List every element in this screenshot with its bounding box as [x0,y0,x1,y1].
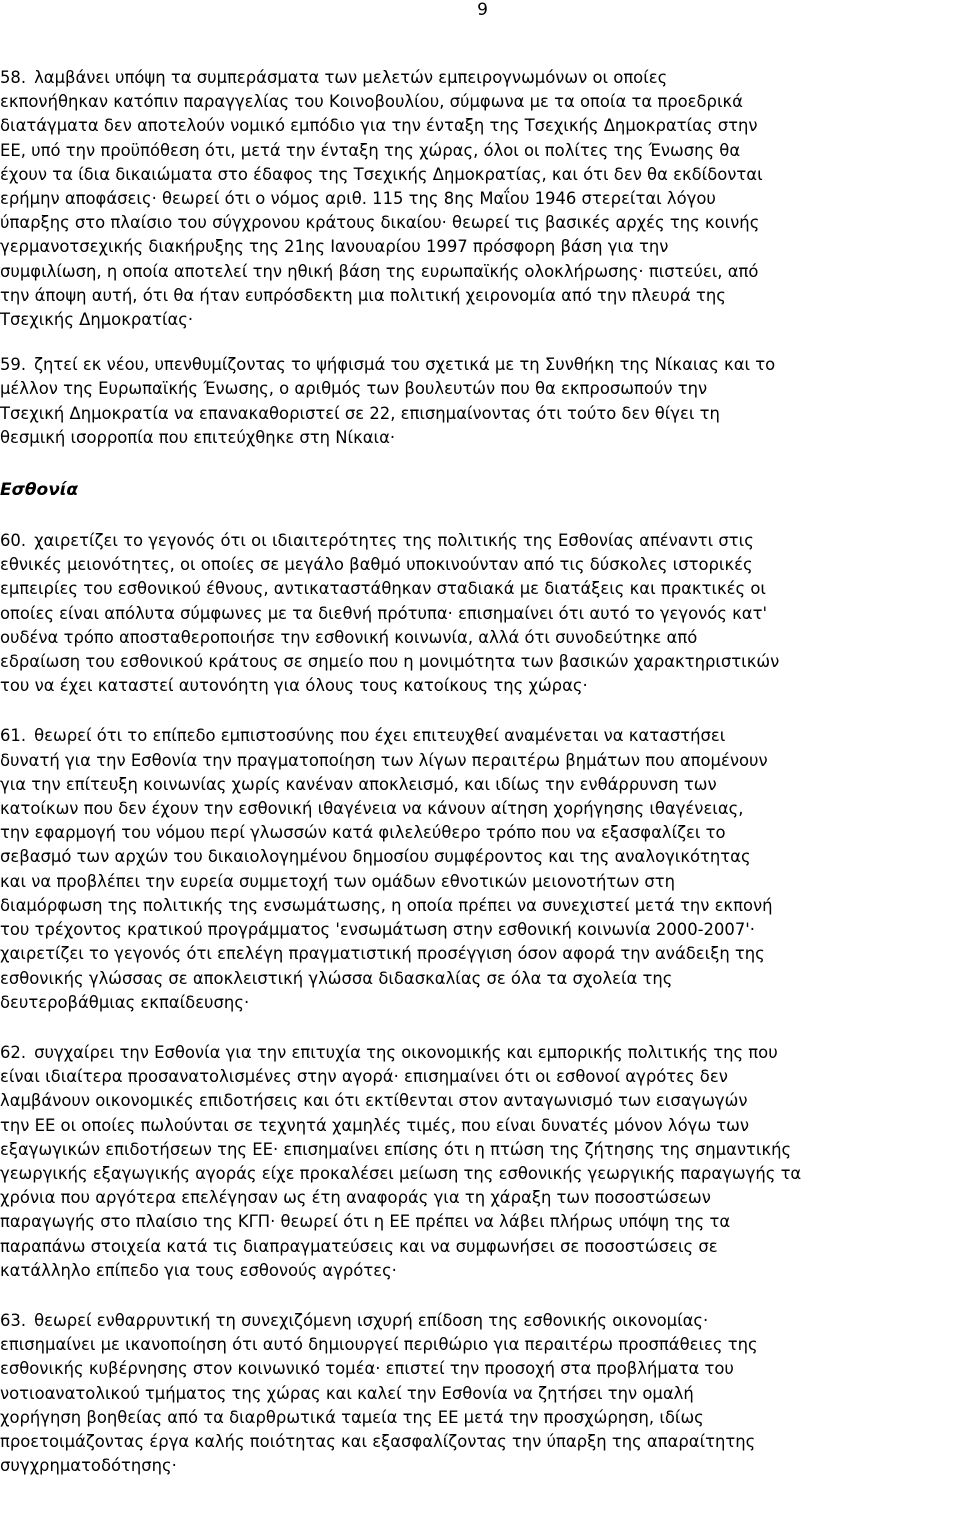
paragraph-line: εσθονικής κυβέρνησης στον κοινωνικό τομέα· επιστεί την προσοχή στα προβλήματα του [0,1359,734,1379]
paragraph-text: χαιρετίζει το γεγονός ότι οι ιδιαιτερότητες της πολιτικής της Εσθονίας απέναντι στις [34,531,754,551]
paragraph-line: την ΕΕ οι οποίες πωλούνται σε τεχνητά χαμηλές τιμές, που είναι δυνατές μόνον λόγω των [0,1115,750,1135]
paragraph-line: προετοιμάζοντας έργα καλής ποιότητας και εξασφαλίζοντας την ύπαρξη της απαραίτητης [0,1431,756,1451]
paragraph-line [0,66,960,90]
document-body [0,66,960,1499]
paragraph-line: έχουν τα ίδια δικαιώματα στο έδαφος της Τσεχικής Δημοκρατίας, και ότι δεν θα εκδίδονται [0,164,763,184]
paragraph-line: λαμβάνουν οικονομικές επιδοτήσεις και ότι εκτίθενται στον ανταγωνισμό των εισαγωγών [0,1091,748,1111]
paragraph-line: γερμανοτσεχικής διακήρυξης της 21ης Ιανουαρίου 1997 πρόσφορη βάση για την [0,237,669,257]
paragraph-line: δυνατή για την Εσθονία την πραγματοποίηση των λίγων περαιτέρω βημάτων που απομένουν [0,750,768,770]
paragraph-line: είναι ιδιαίτερα προσανατολισμένες στην αγορά· επισημαίνει ότι οι εσθονοί αγρότες δεν [0,1067,728,1087]
paragraph-number: 63. [0,1310,27,1330]
paragraph-line: εκπονήθηκαν κατόπιν παραγγελίας του Κοινοβουλίου, σύμφωνα με τα οποία τα προεδρικά [0,92,743,112]
paragraph-line [0,724,960,748]
paragraph-line: εδραίωση του εσθονικού κράτους σε σημείο που η μονιμότητα των βασικών χαρακτηριστικών [0,652,780,672]
paragraph-line: συγχρηματοδότησης· [0,1456,177,1476]
paragraph-line: ουδένα τρόπο αποσταθεροποιήσε την εσθονική κοινωνία, αλλά ότι συνοδεύτηκε από [0,627,698,647]
paragraph-line: εξαγωγικών επιδοτήσεων της ΕΕ· επισημαίνει επίσης ότι η πτώση της ζήτησης της σημαντικής [0,1139,792,1159]
paragraph-line: Τσεχική Δημοκρατία να επανακαθοριστεί σε 22, επισημαίνοντας ότι τούτο δεν θίγει τη [0,403,720,423]
paragraph-61 [0,724,960,1014]
paragraph-line: παραγωγής στο πλαίσιο της ΚΓΠ· θεωρεί ότι η ΕΕ πρέπει να λάβει πλήρως υπόψη της τα [0,1212,731,1232]
paragraph-line: ύπαρξης στο πλαίσιο του σύγχρονου κράτους δικαίου· θεωρεί τις βασικές αρχές της κοινής [0,213,760,233]
paragraph-line: παραπάνω στοιχεία κατά τις διαπραγματεύσεις και να συμφωνήσει σε ποσοστώσεις σε [0,1236,718,1256]
paragraph-line: κατάλληλο επίπεδο για τους εσθονούς αγρότες· [0,1260,397,1280]
page-number: 9 [477,0,488,20]
paragraph-text: συγχαίρει την Εσθονία για την επιτυχία της οικονομικής και εμπορικής πολιτικής της που [34,1042,778,1062]
paragraph-text: λαμβάνει υπόψη τα συμπεράσματα των μελετών εμπειρογνωμόνων οι οποίες [34,68,668,87]
paragraph-line: του να έχει καταστεί αυτονόητη για όλους τους κατοίκους της χώρας· [0,676,588,696]
section-heading: Εσθονία [0,480,79,501]
paragraph-line: ΕΕ, υπό την προϋπόθεση ότι, μετά την ένταξη της χώρας, όλοι οι πολίτες της Ένωσης θα [0,140,741,160]
paragraph-line: του τρέχοντος κρατικού προγράμματος 'ενσωμάτωση στην εσθονική κοινωνία 2000-2007'· [0,920,755,940]
paragraph-line: νοτιοανατολικού τμήματος της χώρας και καλεί την Εσθονία να ζητήσει την ομαλή [0,1383,694,1403]
paragraph-line: χορήγηση βοηθείας από τα διαρθρωτικά ταμεία της ΕΕ μετά την προσχώρηση, ιδίως [0,1407,704,1427]
paragraph-line: συμφιλίωση, η οποία αποτελεί την ηθική βάση της ευρωπαϊκής ολοκλήρωσης· πιστεύει, από [0,261,759,281]
paragraph-line [0,1041,960,1065]
paragraph-line [0,529,960,553]
paragraph-number: 60. [0,531,27,551]
paragraph-text: θεωρεί ότι το επίπεδο εμπιστοσύνης που έχει επιτευχθεί αναμένεται να καταστήσει [34,726,726,746]
paragraph-line: την άποψη αυτή, ότι θα ήταν ευπρόσδεκτη μια πολιτική χειρονομία από την πλευρά της [0,285,726,305]
paragraph-line: Τσεχικής Δημοκρατίας· [0,310,194,330]
paragraph-line: οποίες είναι απόλυτα σύμφωνες με τα διεθνή πρότυπα· επισημαίνει ότι αυτό το γεγονός κατ' [0,603,767,623]
paragraph-line: θεσμική ισορροπία που επιτεύχθηκε στη Νίκαια· [0,427,396,447]
paragraph-line: διατάγματα δεν αποτελούν νομικό εμπόδιο για την ένταξη της Τσεχικής Δημοκρατίας στην [0,116,758,136]
paragraph-number: 59. [0,355,27,375]
paragraph-number: 58. [0,68,27,87]
paragraph-text: θεωρεί ενθαρρυντική τη συνεχιζόμενη ισχυρή επίδοση της εσθονικής οικονομίας· [34,1310,709,1330]
paragraph-line: γεωργικής εξαγωγικής αγοράς είχε προκαλέσει μείωση της εσθονικής γεωργικής παραγωγής τα [0,1163,802,1183]
paragraph-60 [0,529,960,698]
paragraph-line [0,1309,960,1333]
paragraph-line: ερήμην αποφάσεις· θεωρεί ότι ο νόμος αριθ. 115 της 8ης Μαΐου 1946 στερείται λόγου [0,189,716,209]
paragraph-line: δευτεροβάθμιας εκπαίδευσης· [0,992,250,1012]
paragraph-line: διαμόρφωση της πολιτικής της ενσωμάτωσης, η οποία πρέπει να συνεχιστεί μετά την εκπονή [0,895,773,915]
paragraph-line [0,353,960,377]
paragraph-58 [0,66,960,332]
paragraph-text: ζητεί εκ νέου, υπενθυμίζοντας το ψήφισμά του σχετικά με τη Συνθήκη της Νίκαιας και το [34,355,776,375]
paragraph-line: για την επίτευξη κοινωνίας χωρίς κανέναν αποκλεισμό, και ιδίως την ενθάρρυνση των [0,774,717,794]
paragraph-line: χαιρετίζει το γεγονός ότι επελέγη πραγματιστική προσέγγιση όσον αφορά την ανάδειξη της [0,944,765,964]
paragraph-63 [0,1309,960,1478]
paragraph-line: επισημαίνει με ικανοποίηση ότι αυτό δημιουργεί περιθώριο για περαιτέρω προσπάθειες της [0,1335,758,1355]
paragraph-line: την εφαρμογή του νόμου περί γλωσσών κατά φιλελεύθερο τρόπο που να εξασφαλίζει το [0,823,726,843]
paragraph-59 [0,353,960,450]
paragraph-number: 61. [0,726,27,746]
paragraph-62 [0,1041,960,1283]
paragraph-line: εσθονικής γλώσσας σε αποκλειστική γλώσσα διδασκαλίας σε όλα τα σχολεία της [0,968,673,988]
paragraph-line: και να προβλέπει την ευρεία συμμετοχή των ομάδων εθνοτικών μειονοτήτων στη [0,871,676,891]
paragraph-line: κατοίκων που δεν έχουν την εσθονική ιθαγένεια να κάνουν αίτηση χορήγησης ιθαγένειας, [0,799,744,819]
paragraph-line: εμπειρίες του εσθονικού έθνους, αντικαταστάθηκαν σταδιακά με διατάξεις και πρακτικές οι [0,579,766,599]
paragraph-line: μέλλον της Ευρωπαϊκής Ένωσης, ο αριθμός των βουλευτών που θα εκπροσωπούν την [0,379,708,399]
paragraph-number: 62. [0,1042,27,1062]
paragraph-line: σεβασμό των αρχών του δικαιολογημένου δημοσίου συμφέροντος και της αναλογικότητας [0,847,751,867]
paragraph-line: εθνικές μειονότητες, οι οποίες σε μεγάλο βαθμό υποκινούνταν από τις δύσκολες ιστορικές [0,555,753,575]
paragraph-line: χρόνια που αργότερα επελέγησαν ως έτη αναφοράς για τη χάραξη των ποσοστώσεων [0,1188,711,1208]
